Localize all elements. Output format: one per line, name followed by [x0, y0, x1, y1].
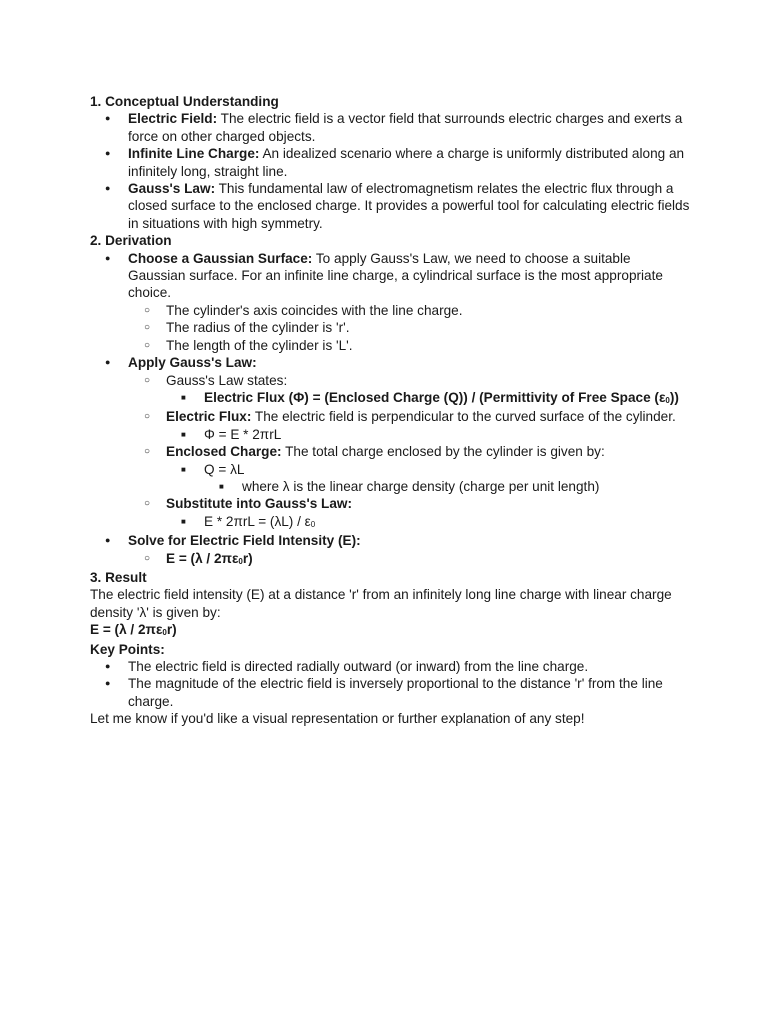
conceptual-list — [90, 110, 690, 232]
list-item: ○ Gauss's Law states: ■ Electric Flux (Φ) = (Enclosed Charge (Q)) / (Permittivity of Free Space $(\varepsilon_0)$) — [128, 372, 690, 409]
list-item: ● The electric field is directed radially outward (or inward) from the line charge. — [90, 658, 690, 675]
document-body — [90, 93, 690, 728]
section-heading-derivation: 2. Derivation — [90, 233, 172, 249]
result-equation: $E = (\lambda / 2\pi\varepsilon_0r)$ — [90, 622, 177, 638]
derivation-list — [90, 250, 690, 569]
flux-equation: ■ Φ = E * 2πrL — [166, 426, 690, 443]
solution-equation: ○ $E = (\lambda / 2\pi\varepsilon_0r)$ — [128, 550, 690, 569]
section-heading-conceptual: 1. Conceptual Understanding — [90, 94, 279, 109]
list-item: ○ The cylinder's axis coincides with the line charge. — [128, 302, 690, 319]
section-heading-result: 3. Result — [90, 569, 147, 585]
list-item: ○ Substitute into Gauss's Law: ■ $E * 2\pi rL = (\lambda L) / \varepsilon_0$ — [128, 495, 690, 532]
list-item: ○ The length of the cylinder is 'L'. — [128, 337, 690, 354]
key-points-list — [90, 658, 690, 710]
list-item: ● Gauss's Law: This fundamental law of electromagnetism relates the electric flux through a closed surface to the enclosed charge. It provides a powerful tool for calculating electric fields in situations with high symmetry. — [90, 180, 690, 232]
list-item: ● Infinite Line Charge: An idealized scenario where a charge is uniformly distributed along an infinitely long, straight line. — [90, 145, 690, 180]
substitution-equation: ■ $E * 2\pi rL = (\lambda L) / \varepsilon_0$ — [166, 513, 690, 532]
result-text: The electric field intensity (E) at a distance 'r' from an infinitely long line charge with linear charge density 'λ' is given by: — [90, 587, 672, 620]
list-item: ○ The radius of the cylinder is 'r'. — [128, 319, 690, 336]
charge-equation: ■ Q = λL ■ where λ is the linear charge density (charge per unit length) — [166, 461, 690, 496]
list-item: ○ Electric Flux: The electric field is perpendicular to the curved surface of the cylinder. ■ Φ = E * 2πrL — [128, 408, 690, 443]
list-item: ● Solve for Electric Field Intensity (E): ○ $E = (\lambda / 2\pi\varepsilon_0r)$ — [90, 532, 690, 569]
list-item: ● Apply Gauss's Law: ○ Gauss's Law states: ■ Electric Flux (Φ) = (Enclosed Charge (Q)) / (Permittivity of Free Space $(\varepsilon_0)$) ○ Electric Flux: The electric field is perpendicular to the curved surface of the cylinder. ■ Φ = E * 2πrL ○ Enclosed Charge: The total charge enclosed by the cylinder is given by: ■ Q = λL ■ where λ is the linear charge density (charge per unit length) ○ Substitute into Gauss's Law: ■ $E * 2\pi rL = (\lambda L) / \varepsilon_0$ — [90, 354, 690, 532]
list-item: ● Choose a Gaussian Surface: To apply Gauss's Law, we need to choose a suitable Gaussian surface. For an infinite line charge, a cylindrical surface is the most appropriate choice. ○ The cylinder's axis coincides with the line charge. ○ The radius of the cylinder is 'r'. ○ The length of the cylinder is 'L'. — [90, 250, 690, 354]
list-item: ● Electric Field: The electric field is a vector field that surrounds electric charges and exerts a force on other charged objects. — [90, 110, 690, 145]
closing-text: Let me know if you'd like a visual representation or further explanation of any step! — [90, 711, 585, 727]
list-item: ○ Enclosed Charge: The total charge enclosed by the cylinder is given by: ■ Q = λL ■ where λ is the linear charge density (charge per unit length) — [128, 443, 690, 495]
key-points-heading: Key Points: — [90, 641, 165, 657]
charge-density-note: ■ where λ is the linear charge density (charge per unit length) — [204, 478, 690, 495]
flux-formula: ■ Electric Flux (Φ) = (Enclosed Charge (Q)) / (Permittivity of Free Space $(\varepsilon_0)$) — [166, 389, 690, 408]
list-item: ● The magnitude of the electric field is inversely proportional to the distance 'r' from the line charge. — [90, 675, 690, 710]
